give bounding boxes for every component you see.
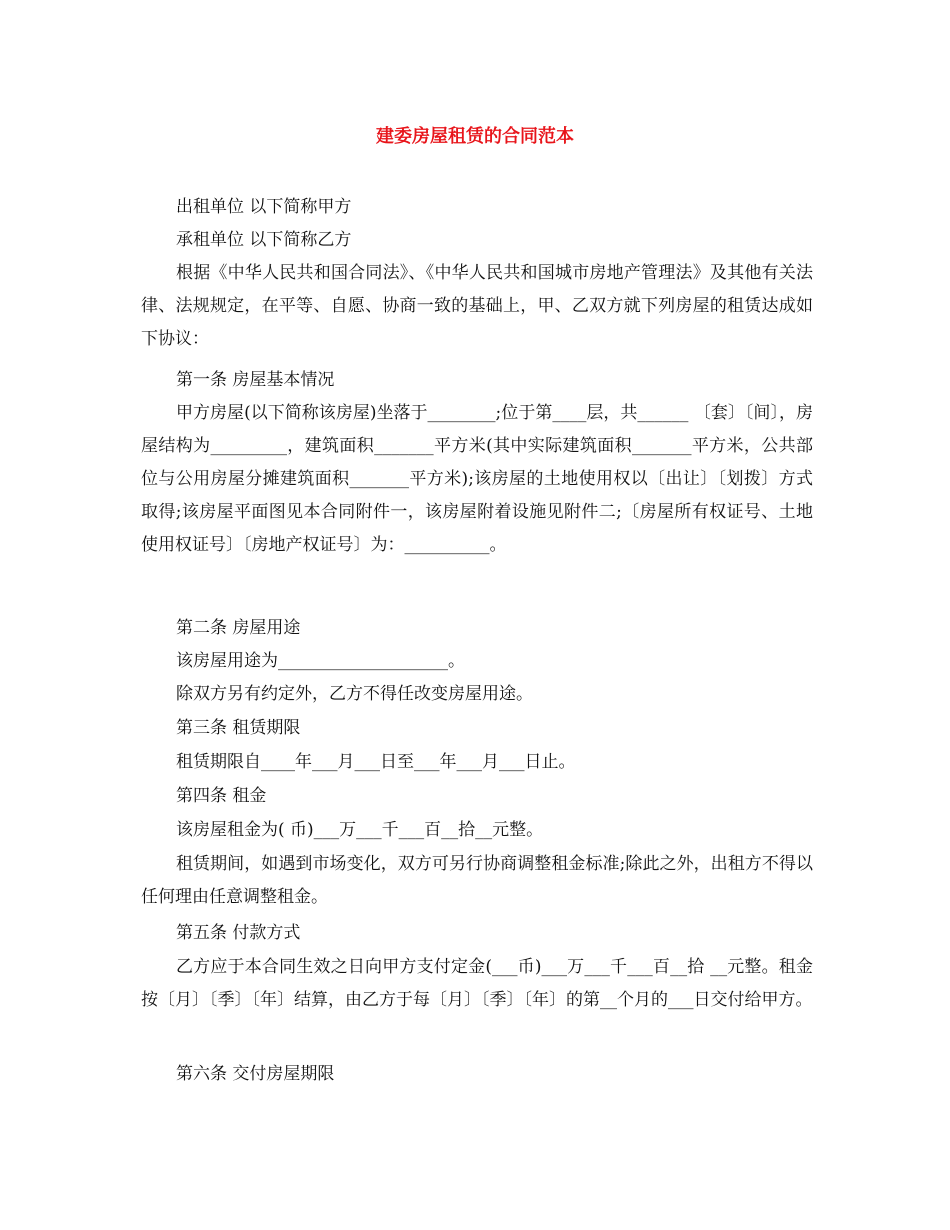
- article-2-heading: 第二条 房屋用途: [176, 618, 301, 638]
- article-3-heading: 第三条 租赁期限: [176, 718, 301, 738]
- article-4-heading: 第四条 租金: [176, 786, 267, 806]
- article-2-body: 该房屋用途为____________________。: [176, 651, 465, 671]
- paragraph-preamble: 根据《中华人民共和国合同法》、《中华人民共和国城市房地产管理法》及其他有关法律、法规规定，在平等、自愿、协商一致的基础上，甲、乙双方就下列房屋的租赁达成如下协议：: [141, 263, 813, 349]
- article-3-body: 租赁期限自____年___月___日至___年___月___日止。: [176, 752, 576, 772]
- article-1-body: 甲方房屋(以下简称该房屋)坐落于________;位于第____层，共______ 〔套〕〔间〕，房屋结构为_________，建筑面积_______平方米(其中实际建筑面积_______平方米，公共部位与公用房屋分摊建筑面积_______平方米);该房屋的土地使用权以〔出让〕〔划拨〕方式取得;该房屋平面图见本合同附件一，该房屋附着设施见附件二;〔房屋所有权证号、土地使用权证号〕〔房地产权证号〕为：__________。: [141, 403, 813, 555]
- article-4-adjustment: 租赁期间，如遇到市场变化，双方可另行协商调整租金标准;除此之外，出租方不得以任何理由任意调整租金。: [141, 854, 813, 907]
- article-4-body: 该房屋租金为( 币)___万___千___百__拾__元整。: [176, 820, 544, 840]
- paragraph-lessee: 承租单位 以下简称乙方: [176, 230, 352, 250]
- article-5-body: 乙方应于本合同生效之日向甲方支付定金(___币)___万___千___百__拾 __元整。租金按〔月〕〔季〕〔年〕结算，由乙方于每〔月〕〔季〕〔年〕的第__个月的___日交付给甲方。: [141, 957, 813, 1010]
- article-5-heading: 第五条 付款方式: [176, 923, 301, 943]
- article-6-heading: 第六条 交付房屋期限: [176, 1064, 335, 1084]
- article-1-heading: 第一条 房屋基本情况: [176, 370, 335, 390]
- article-2-note: 除双方另有约定外，乙方不得任改变房屋用途。: [176, 684, 533, 704]
- paragraph-lessor: 出租单位 以下简称甲方: [176, 197, 352, 217]
- document-title: 建委房屋租赁的合同范本: [376, 126, 574, 147]
